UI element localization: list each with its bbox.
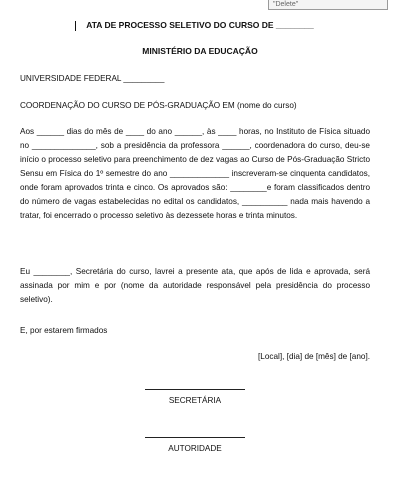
main-paragraph: Aos ______ dias do mês de ____ do ano ______, às ____ horas, no Instituto de Física situado no ______________, sob a presidência da professora ______, coordenadora do curso, deu-se início o processo seletivo para preenchimento de dez vagas ao Curso de Pós-Graduação Stricto Sensu em Física do 1º semestre do ano _____________ inscreveram-se cinquenta candidatos, onde foram aprovados trinta e cinco. Os aprovados são: ________e foram classificados dentro do número de vagas estabelecidas no edital os candidatos, __________ nada mais havendo a tratar, foi encerrado o processo seletivo às dezessete horas e trinta minutos. [20,127,370,220]
authority-signature-line [145,437,245,438]
delete-tag: "Delete" [268,0,388,10]
secretary-paragraph: Eu ________, Secretária do curso, lavrei a presente ata, que após de lida e aprovada, será assinada por mim e por (nome da autoridade responsável pela presidência do processo seletivo). [20,267,370,304]
coordination-line: COORDENAÇÃO DO CURSO DE PÓS-GRADUAÇÃO EM (nome do curso) [20,101,297,110]
place-date-line: [Local], [dia] de [mês] de [ano]. [258,352,370,361]
authority-label: AUTORIDADE [168,444,222,453]
document-title: ATA DE PROCESSO SELETIVO DO CURSO DE ________ [86,20,314,30]
secretary-label: SECRETÁRIA [168,396,222,405]
secretary-signature-line [145,389,245,390]
closing-line: E, por estarem firmados [20,326,108,335]
ministry-heading: MINISTÉRIO DA EDUCAÇÃO [142,46,258,56]
university-line: UNIVERSIDADE FEDERAL _________ [20,74,165,83]
